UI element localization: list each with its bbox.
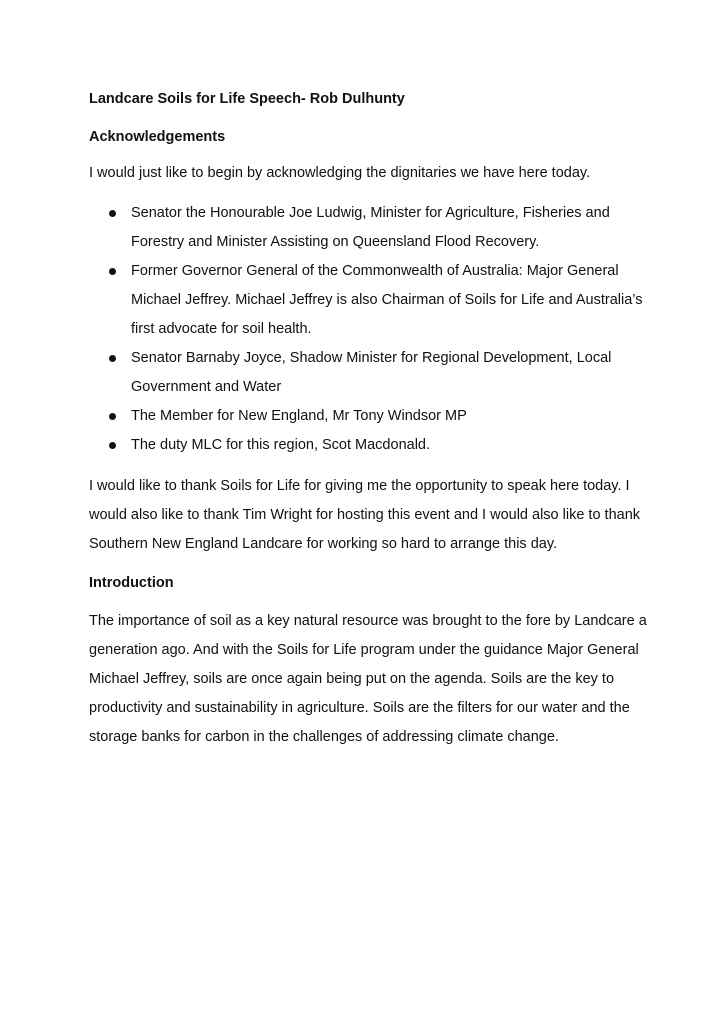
dignitaries-list-wrapper [89,199,649,460]
introduction-heading: Introduction [89,575,174,591]
list-item-text: Senator Barnaby Joyce, Shadow Minister for Regional Development, Local Government and Water [131,350,612,395]
bullet-icon [109,413,116,420]
thanks-paragraph: I would like to thank Soils for Life for giving me the opportunity to speak here today. I would also like to thank Tim Wright for hosting this event and I would also like to thank Southern New England Landcare for working so hard to arrange this day. [89,478,641,552]
list-item [89,431,649,460]
bullet-icon [109,442,116,449]
list-item-text: The Member for New England, Mr Tony Windsor MP [131,408,467,424]
list-item-text: Former Governor General of the Commonwealth of Australia: Major General Michael Jeffrey. Michael Jeffrey is also Chairman of Soils for Life and Australia’s first advocate for soil health. [131,263,643,337]
document-body [89,89,649,752]
introduction-paragraph: The importance of soil as a key natural resource was brought to the fore by Landcare a generation ago. And with the Soils for Life program under the guidance Major General Michael Jeffrey, soils are once again being put on the agenda. Soils are the key to productivity and sustainability in agriculture. Soils are the filters for our water and the storage banks for carbon in the challenges of addressing climate change. [89,613,647,745]
bullet-icon [109,268,116,275]
list-item [89,199,649,257]
list-item-text: Senator the Honourable Joe Ludwig, Minister for Agriculture, Fisheries and Forestry and Minister Assisting on Queensland Flood Recovery. [131,205,610,250]
list-item-text: The duty MLC for this region, Scot Macdonald. [131,437,431,453]
list-item [89,257,649,344]
acknowledgements-heading: Acknowledgements [89,129,226,145]
list-item [89,344,649,402]
document-title: Landcare Soils for Life Speech- Rob Dulhunty [89,91,405,107]
bullet-icon [109,355,116,362]
list-item [89,402,649,431]
bullet-icon [109,210,116,217]
dignitaries-list [89,199,649,460]
acknowledgements-intro: I would just like to begin by acknowledging the dignitaries we have here today. [89,165,591,181]
